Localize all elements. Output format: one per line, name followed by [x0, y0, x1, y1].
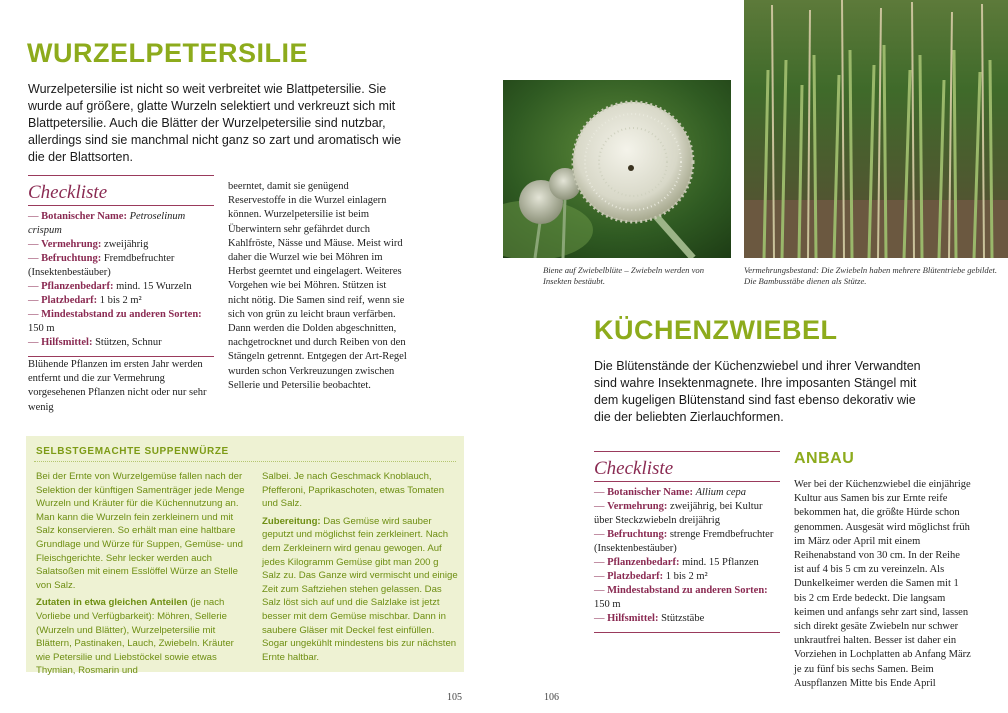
checklist-heading: Checkliste	[28, 182, 108, 203]
checklist-item-value: 1 bis 2 m²	[99, 295, 142, 306]
info-box-col2-p1: Salbei. Je nach Geschmack Knoblauch, Pfefferoni, Paprikaschoten, etwas Tomaten und Salz.	[262, 471, 445, 510]
checklist-dash: —	[594, 501, 608, 512]
checklist-item-label: Mindestabstand zu anderen Sorten:	[41, 309, 202, 320]
checklist-item	[28, 280, 214, 294]
checklist-item	[594, 528, 780, 556]
checklist-item-label: Befruchtung:	[41, 253, 104, 264]
checklist-item-value: Fremdbefruchter (Insektenbestäuber)	[28, 253, 175, 278]
info-box-col1	[36, 470, 246, 678]
checklist-item	[594, 612, 780, 626]
onion-stand-image	[744, 0, 1008, 258]
checklist-item-label: Botanischer Name:	[41, 211, 130, 222]
checklist-rule-bottom	[28, 356, 214, 357]
checklist-right-rule	[594, 451, 780, 452]
checklist-item-value: 150 m	[28, 323, 55, 334]
checklist-item-value: mind. 15 Wurzeln	[116, 281, 192, 292]
photo1-caption: Biene auf Zwiebelblüte – Zwiebeln werden von Insekten bestäubt.	[543, 265, 705, 286]
checklist-item-label: Hilfsmittel:	[607, 613, 662, 624]
preparation-text: Das Gemüse wird sauber geputzt und möglichst fein zerkleinert. Nach dem Zerkleinern wird genau gewogen. Auf jedes Kilogramm Gemüse gibt man 200 g Salz zu. Das Ganze wird vermischt und einige Zeit zum Saftziehen stehen gelassen. Das Salz löst sich auf und die Salzlake ist jetzt besser mit dem Gemüse mischbar. Dann in saubere Gläser mit Deckel fest einfüllen. Sogar ungekühlt mindestens bis zur nächsten Ernte haltbar.	[262, 515, 458, 663]
body-col2: beerntet, damit sie genügend Reservestoffe in die Wurzel einlagern können. Wurzelpetersilie ist beim Überwintern sehr gefährdet durch Kahlfröste, Nässe und Mäuse. Meist wird daher die Wurzel wie bei Möhren im Herbst geerntet und eingelagert. Weiteres Vorgehen wie bei Möhren. Stützen ist nicht nötig. Die Samen sind reif, wenn sie sich von grün zu leicht braun verfärben. Dann werden die Dolden abgeschnitten, nachgetrocknet und durch Reiben von den Stängeln getrennt. Entgegen der Art-Regel wurden schon Verkreuzungen zwischen Sellerie und Petersilie beobachtet.	[228, 181, 407, 391]
section-intro: Die Blütenstände der Küchenzwiebel und ihrer Verwandten sind wahre Insektenmagnete. Ihre imposanten Stängel mit dem kugeligen Blütenstand sind fast ebenso dekorativ wie die der beliebten Zierlauchformen.	[594, 359, 921, 424]
checklist-item-label: Befruchtung:	[607, 529, 670, 540]
info-box-col2	[262, 470, 458, 664]
checklist-item	[28, 308, 214, 336]
checklist-dash: —	[594, 613, 608, 624]
checklist-item	[28, 210, 214, 238]
checklist-right-items	[594, 486, 780, 626]
checklist-item-label: Vermehrung:	[41, 239, 105, 250]
checklist-dash: —	[28, 309, 42, 320]
checklist-dash: —	[28, 211, 42, 222]
checklist-right-heading-rule	[594, 481, 780, 482]
page-number-left: 105	[447, 692, 462, 703]
checklist-right-rule-bottom	[594, 632, 780, 633]
section-title: KÜCHENZWIEBEL	[594, 315, 838, 345]
checklist-dash: —	[594, 571, 608, 582]
photo-onion-stand	[744, 0, 1008, 258]
checklist-dash: —	[594, 585, 608, 596]
checklist-right	[594, 451, 780, 633]
checklist-item	[594, 584, 780, 612]
checklist-item-label: Platzbedarf:	[607, 571, 666, 582]
checklist-item-value: 150 m	[594, 599, 621, 610]
checklist-item	[594, 556, 780, 570]
checklist-item-value: strenge Fremdbefruchter (Insektenbestäuber)	[594, 529, 774, 554]
checklist-item-value: Allium cepa	[695, 487, 747, 498]
onion-flower-image	[503, 80, 731, 258]
page-title: WURZELPETERSILIE	[27, 38, 309, 68]
photo2-caption: Vermehrungsbestand: Die Zwiebeln haben mehrere Blütentriebe gebildet. Die Bambusstäbe dienen als Stütze.	[744, 265, 998, 286]
checklist-item-label: Pflanzenbedarf:	[41, 281, 117, 292]
checklist-heading-rule	[28, 205, 214, 206]
checklist-item-label: Pflanzenbedarf:	[607, 557, 683, 568]
info-box-title: SELBSTGEMACHTE SUPPENWÜRZE	[36, 446, 229, 457]
checklist-item	[28, 336, 214, 350]
info-box-col2-p2	[262, 515, 458, 665]
checklist-dash: —	[28, 281, 42, 292]
checklist-item-value: Stützstäbe	[661, 613, 705, 624]
ingredients-label: Zutaten in etwa gleichen Anteilen	[36, 597, 188, 609]
checklist-dash: —	[28, 239, 42, 250]
checklist-item-label: Hilfsmittel:	[41, 337, 96, 348]
checklist-item-value: mind. 15 Pflanzen	[682, 557, 759, 568]
checklist-right-heading: Checkliste	[594, 458, 674, 479]
checklist-dash: —	[28, 337, 42, 348]
checklist	[28, 175, 214, 357]
checklist-item	[28, 252, 214, 280]
checklist-dash: —	[594, 487, 608, 498]
checklist-item-value: 1 bis 2 m²	[665, 571, 708, 582]
info-box-col1-p1: Bei der Ernte von Wurzelgemüse fallen nach der Selektion der künftigen Samenträger jede Menge Wurzeln und Kräuter für die Küchennutzung an. Man kann die Wurzeln fein zerkleinern und mit Salz konservieren. So erhält man eine haltbare Grundlage und Würze für Suppen, Gemüse- und Fleischgerichte. Sehr lecker werden auch Salatsoßen mit einem Esslöffel Würze an Stelle von Salz.	[36, 471, 245, 591]
anbau-text: Wer bei der Küchenzwiebel die einjährige Kultur aus Samen bis zur Ernte reife bekommen hat, die größte Hürde schon genommen. Ausgesät wird möglichst früh im März oder April mit einem Reihenabstand von 30 cm. In der Reihe ist auf 4 bis 5 cm zu vereinzeln. Als Dunkelkeimer werden die Samen mit 1 bis 2 cm Erde bedeckt. Die langsam keimen und anfangs sehr zart sind, lassen sich direkt gesäte Zwiebeln nur schwer unkrautfrei halten. Besser ist daher ein Vorziehen in Lochplatten ab Anfang März je zu fünf bis sechs Samen. Beim Auspflanzen Mitte bis Ende April	[794, 479, 971, 689]
info-box-divider	[34, 461, 456, 462]
checklist-item-label: Mindestabstand zu anderen Sorten:	[607, 585, 768, 596]
ingredients-text: (je nach Vorliebe und Verfügbarkeit): Möhren, Sellerie (Wurzeln und Blätter), Wurzelpetersilie mit Blättern, Pastinaken, Lauch, Zwiebeln. Kräuter wie Petersilie und Liebstöckel sowie etwas Thymian, Rosmarin und	[36, 597, 234, 677]
checklist-item	[28, 238, 214, 252]
info-box	[26, 436, 464, 677]
checklist-item-label: Platzbedarf:	[41, 295, 100, 306]
checklist-items	[28, 210, 214, 350]
checklist-item-value: zweijährig	[104, 239, 149, 250]
body-col1: Blühende Pflanzen im ersten Jahr werden entfernt und die zur Vermehrung vorgesehenen Pflanzen nicht oder nur sehr wenig	[28, 359, 207, 413]
checklist-item-label: Botanischer Name:	[607, 487, 696, 498]
checklist-item	[594, 486, 780, 500]
checklist-item	[28, 294, 214, 308]
page-number-right: 106	[544, 692, 559, 703]
checklist-item-value: zweijährig, bei Kultur über Steckzwiebeln dreijährig	[594, 501, 763, 526]
checklist-item	[594, 570, 780, 584]
checklist-dash: —	[28, 295, 42, 306]
checklist-item-value: Petroselinum crispum	[28, 211, 186, 236]
info-box-col1-p2	[36, 596, 246, 678]
checklist-item-label: Vermehrung:	[607, 501, 671, 512]
checklist-dash: —	[28, 253, 42, 264]
checklist-item	[594, 500, 780, 528]
photo-onion-flower	[503, 80, 731, 258]
checklist-dash: —	[594, 529, 608, 540]
checklist-dash: —	[594, 557, 608, 568]
anbau-heading: ANBAU	[794, 450, 855, 467]
checklist-item-value: Stützen, Schnur	[95, 337, 162, 348]
preparation-label: Zubereitung:	[262, 515, 321, 527]
intro-text: Wurzelpetersilie ist nicht so weit verbreitet wie Blattpetersilie. Sie wurde auf größere, glatte Wurzeln selektiert und verkreuzt sich mit Blattpetersilie. Auch die Blätter der Wurzelpetersilie sind nutzbar, allerdings sind sie manchmal nicht ganz so zart und aromatisch wie die der Blattsorten.	[28, 82, 402, 164]
checklist-rule	[28, 175, 214, 176]
